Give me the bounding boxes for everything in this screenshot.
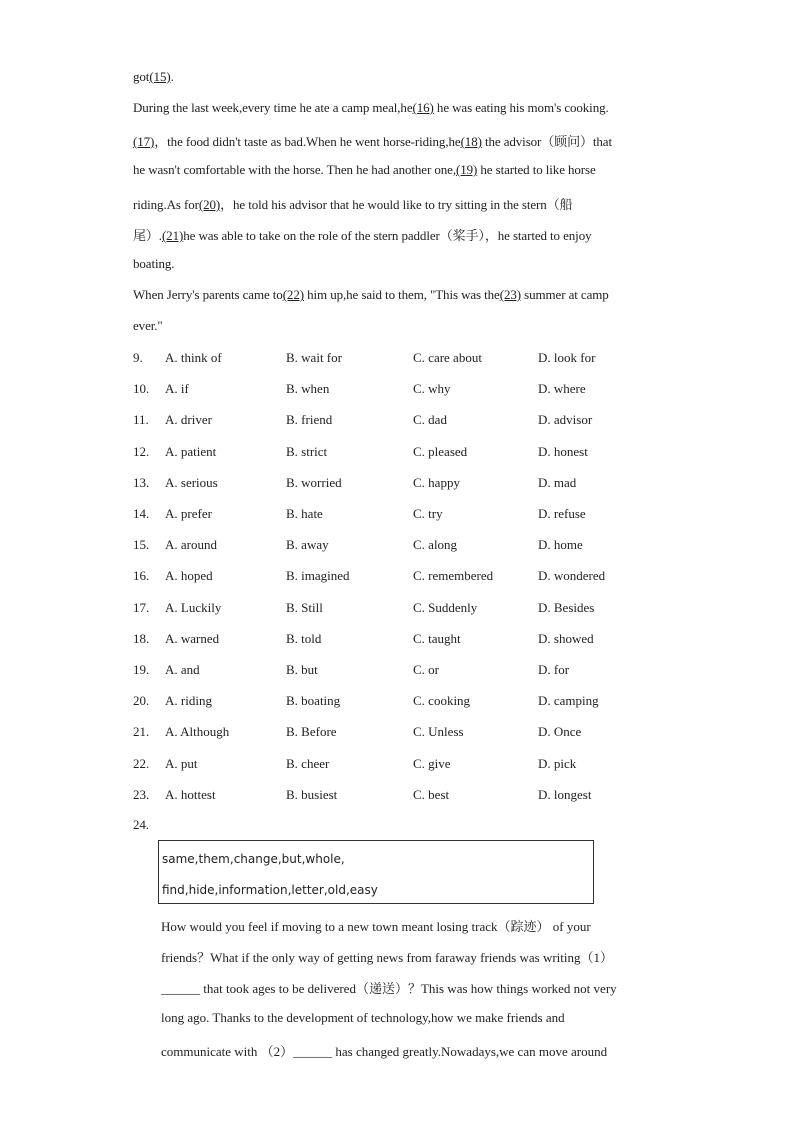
question-number: 14. (133, 506, 150, 521)
option-d[interactable]: D. camping (538, 693, 599, 709)
option-c[interactable]: C. happy (413, 474, 460, 490)
option-c[interactable]: C. or (413, 662, 439, 677)
passage-line-6: 尾）.(21)he was able to take on the role of the stern paddler（桨手），he started to enjoy (133, 228, 592, 243)
word-bank-box (158, 840, 594, 904)
passage-line-1: got(15). (133, 69, 174, 84)
option-c[interactable]: C. why (413, 381, 451, 397)
option-c[interactable]: C. taught (413, 630, 461, 646)
question-number: 18. (133, 630, 150, 646)
option-c[interactable]: C. care about (413, 350, 482, 365)
word-bank-line-1: same,them,change,but,whole, (162, 852, 345, 866)
q24-passage-line-5: communicate with （2）______ has changed greatly.Nowadays,we can move around (161, 1044, 608, 1059)
blank-21: (21) (161, 228, 184, 243)
option-a[interactable]: A. Although (165, 724, 230, 740)
question-number: 9. (133, 350, 143, 365)
option-d[interactable]: D. showed (538, 630, 594, 646)
option-d[interactable]: D. home (538, 537, 583, 553)
option-d[interactable]: D. look for (538, 350, 596, 365)
option-a[interactable]: A. riding (165, 693, 212, 709)
question-number: 21. (133, 724, 150, 740)
question-number: 17. (133, 599, 150, 615)
option-d[interactable]: D. mad (538, 474, 577, 490)
blank-20: (20) (198, 197, 221, 212)
option-a[interactable]: A. serious (165, 474, 218, 490)
option-a[interactable]: A. patient (165, 443, 217, 459)
q24-passage-line-1: How would you feel if moving to a new town meant losing track（踪迹） of your (161, 919, 591, 934)
blank-22: (22) (282, 287, 304, 302)
question-number: 16. (133, 568, 150, 584)
option-a[interactable]: A. think of (165, 350, 222, 365)
passage-line-8: When Jerry's parents came to(22) him up,he said to them, "This was the(23) summer at camp (133, 287, 609, 302)
option-b[interactable]: B. wait for (286, 350, 342, 365)
passage-line-5: riding.As for(20)，he told his advisor that he would like to try sitting in the stern（船 (133, 197, 573, 212)
q24-passage-line-2: friends？What if the only way of getting news from faraway friends was writing（1） (161, 950, 613, 965)
option-b[interactable]: B. friend (286, 412, 333, 428)
option-b[interactable]: B. when (286, 381, 330, 397)
question-number: 13. (133, 474, 150, 490)
option-b[interactable]: B. Before (286, 724, 337, 740)
option-d[interactable]: D. wondered (538, 568, 606, 584)
option-d[interactable]: D. Once (538, 724, 582, 740)
question-number: 15. (133, 537, 150, 553)
option-a[interactable]: A. prefer (165, 506, 212, 521)
option-d[interactable]: D. refuse (538, 506, 586, 521)
option-d[interactable]: D. pick (538, 755, 577, 771)
question-number: 20. (133, 693, 150, 709)
passage-line-4: he wasn't comfortable with the horse. Then he had another one,(19) he started to like horse (133, 162, 596, 177)
option-b[interactable]: B. away (286, 537, 329, 553)
option-c[interactable]: C. dad (413, 412, 447, 428)
option-d[interactable]: D. honest (538, 443, 588, 459)
option-c[interactable]: C. cooking (413, 693, 471, 709)
question-number: 19. (133, 662, 150, 677)
option-b[interactable]: B. cheer (286, 755, 330, 771)
blank-17: (17) (133, 134, 155, 149)
option-c[interactable]: C. give (413, 755, 451, 771)
blank-16: (16) (412, 100, 434, 115)
question-number: 22. (133, 755, 150, 771)
question-number: 11. (133, 412, 149, 428)
option-b[interactable]: B. strict (286, 443, 328, 459)
question-number: 12. (133, 443, 150, 459)
blank-15: (15) (149, 69, 171, 84)
option-a[interactable]: A. put (165, 755, 198, 771)
option-c[interactable]: C. try (413, 506, 443, 521)
option-d[interactable]: D. Besides (538, 599, 595, 615)
option-d[interactable]: D. advisor (538, 412, 593, 428)
option-b[interactable]: B. boating (286, 693, 341, 709)
question-number: 10. (133, 381, 150, 397)
option-b[interactable]: B. hate (286, 506, 323, 521)
option-b[interactable]: B. but (286, 662, 318, 677)
option-a[interactable]: A. driver (165, 412, 212, 428)
option-b[interactable]: B. busiest (286, 786, 338, 802)
question-24-number: 24. (133, 817, 149, 832)
blank-18: (18) (460, 134, 482, 149)
option-a[interactable]: A. around (165, 537, 217, 553)
option-c[interactable]: C. pleased (413, 443, 468, 459)
option-c[interactable]: C. Suddenly (413, 599, 478, 615)
option-a[interactable]: A. hottest (165, 786, 216, 802)
option-a[interactable]: A. and (165, 662, 200, 677)
option-d[interactable]: D. longest (538, 786, 592, 802)
q24-passage-line-4: long ago. Thanks to the development of technology,how we make friends and (161, 1010, 565, 1025)
option-d[interactable]: D. for (538, 662, 570, 677)
option-c[interactable]: C. remembered (413, 568, 494, 584)
blank-19: (19) (455, 162, 478, 177)
question-number: 23. (133, 786, 150, 802)
word-bank-line-2: find,hide,information,letter,old,easy (162, 883, 378, 897)
option-b[interactable]: B. Still (286, 599, 323, 615)
blank-23: (23) (499, 287, 521, 302)
passage-line-7: boating. (133, 256, 175, 271)
option-b[interactable]: B. worried (286, 474, 342, 490)
option-d[interactable]: D. where (538, 381, 586, 397)
option-c[interactable]: C. best (413, 786, 450, 802)
option-b[interactable]: B. told (286, 630, 322, 646)
passage-line-2: During the last week,every time he ate a camp meal,he(16) he was eating his mom's cooking. (133, 100, 609, 115)
option-c[interactable]: C. Unless (413, 724, 464, 740)
passage-line-3: (17)，the food didn't taste as bad.When he went horse-riding,he(18) the advisor（顾问）that (133, 134, 612, 149)
option-c[interactable]: C. along (413, 537, 458, 553)
option-a[interactable]: A. if (165, 381, 189, 397)
option-a[interactable]: A. warned (165, 630, 220, 646)
q24-passage-line-3: ______ that took ages to be delivered（递送）？This was how things worked not very (161, 981, 617, 996)
passage-line-9: ever." (133, 318, 163, 333)
option-b[interactable]: B. imagined (286, 568, 350, 584)
option-a[interactable]: A. Luckily (165, 599, 222, 615)
option-a[interactable]: A. hoped (165, 568, 213, 584)
